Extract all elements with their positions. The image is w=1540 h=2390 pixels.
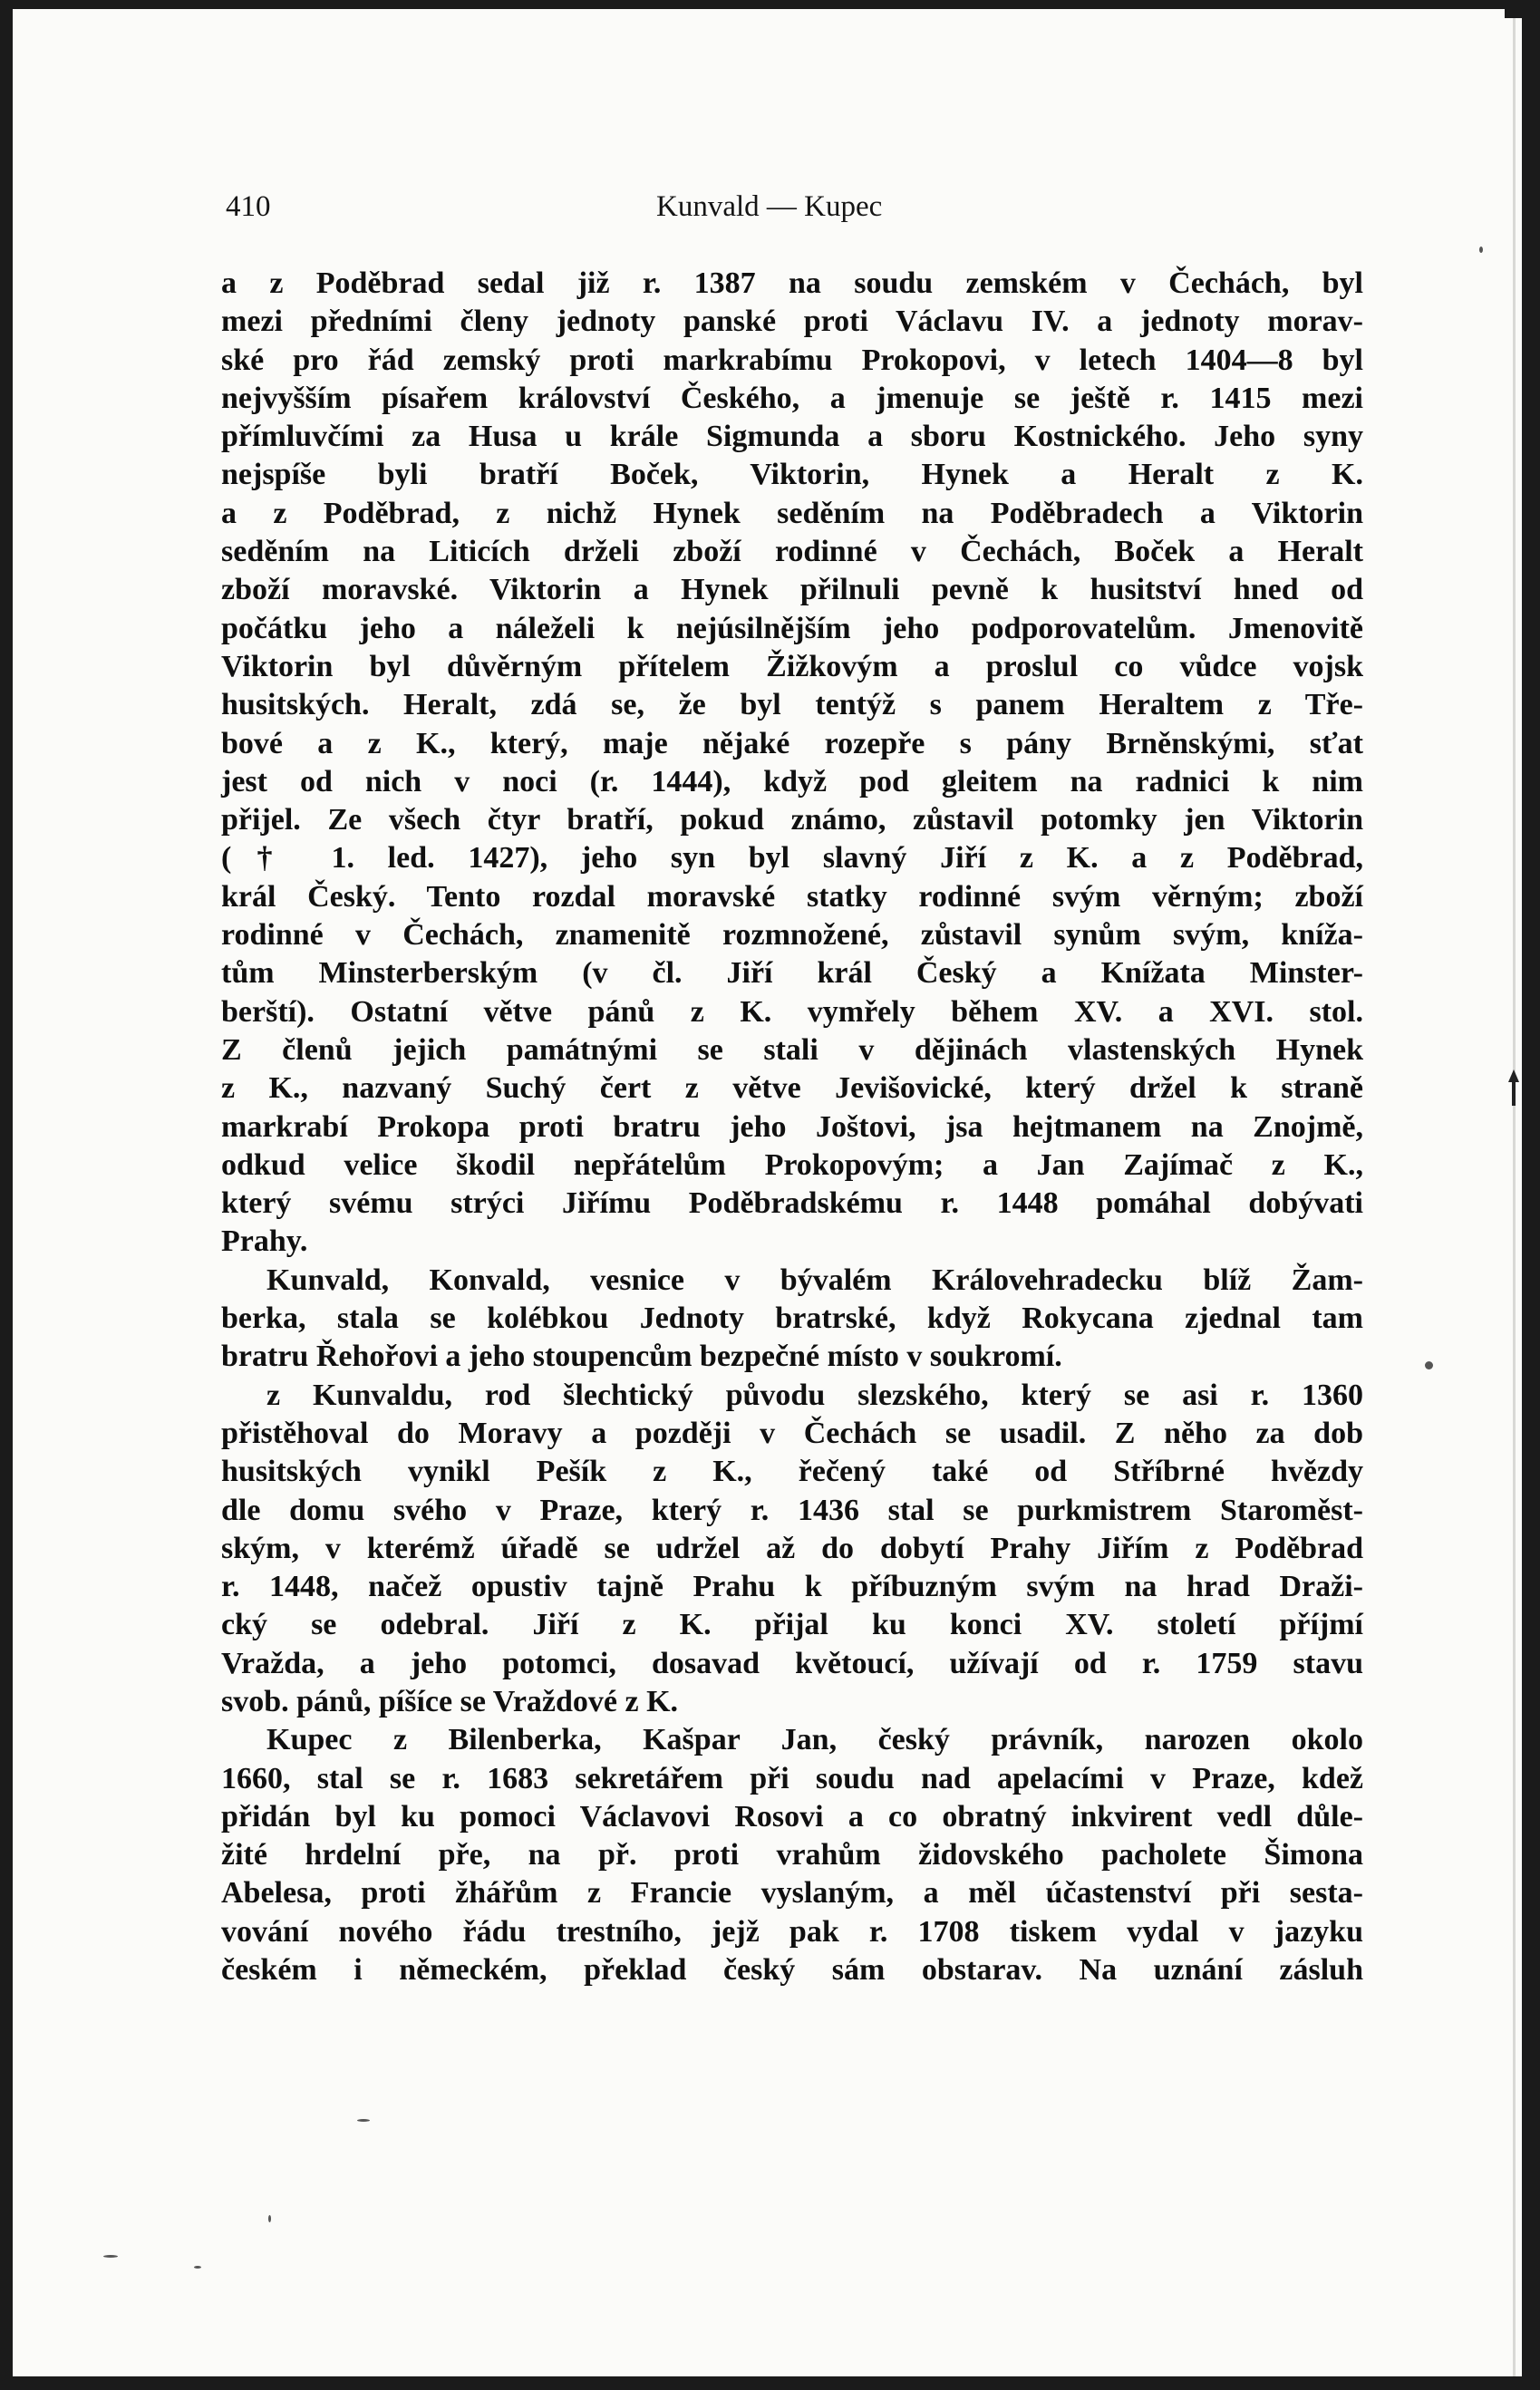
text-line: žité hrdelní pře, na př. proti vrahům židovského pacholete Šimona [221,1838,1363,1872]
text-line: berští). Ostatní větve pánů z K. vymřely během XV. a XVI. stol. [221,994,1363,1029]
margin-arrow-icon [1508,1069,1519,1106]
text-line: jest od nich v noci (r. 1444), když pod gleitem na radnici k nim [221,764,1363,798]
page-header [221,190,946,227]
text-line: Prahy. [221,1224,308,1259]
scan-speck [268,2215,271,2222]
text-line: počátku jeho a náleželi k nejúsilnějším jeho podporovatelům. Jmenovitě [221,611,1363,645]
text-line: seděním na Liticích drželi zboží rodinné v Čechách, Boček a Heralt [221,535,1363,569]
text-line: Z členů jejich památnými se stali v dějinách vlastenských Hynek [221,1032,1363,1067]
text-line: berka, stala se kolébkou Jednoty bratrské, když Rokycana zjednal tam [221,1301,1363,1336]
text-line: markrabí Prokopa proti bratru jeho Joštovi, jsa hejtmanem na Znojmě, [221,1109,1363,1144]
text-line: Viktorin byl důvěrným přítelem Žižkovým a proslul co vůdce vojsk [221,649,1363,683]
text-line: z K., nazvaný Suchý čert z větve Jevišovické, který držel k straně [221,1071,1363,1106]
entry-z-kunvaldu: z Kunvaldu, rod šlechtický původu slezského, který se asi r. 1360 [266,1378,1363,1412]
text-line: tům Minsterberským (v čl. Jiří král Český a Knížata Minster- [221,956,1363,991]
scan-speck [103,2255,118,2258]
text-line: přímluvčími za Husa u krále Sigmunda a sboru Kostnického. Jeho syny [221,420,1363,454]
page [13,9,1522,2376]
text-line: bové a z K., který, maje nějaké rozepře s pány Brněnskými, sťat [221,726,1363,760]
text-line: ské pro řád zemský proti markrabímu Prokopovi, v letech 1404—8 byl [221,343,1363,377]
text-line: a z Poděbrad sedal již r. 1387 na soudu zemském v Čechách, byl [221,266,1363,300]
text-line: odkud velice škodil nepřátelům Prokopovým; a Jan Zajímač z K., [221,1147,1363,1182]
text-line: Abelesa, proti žhářům z Francie vyslaným, a měl účastenství při sesta- [221,1876,1363,1911]
text-line: cký se odebral. Jiří z K. přijal ku konci XV. století příjmí [221,1608,1363,1642]
text-line: a z Poděbrad, z nichž Hynek seděním na Poděbradech a Viktorin [221,496,1363,530]
text-line: husitských vynikl Pešík z K., řečený také od Stříbrné hvězdy [221,1455,1363,1489]
text-line: svob. pánů, píšíce se Vraždové z K. [221,1684,679,1718]
scan-speck [194,2266,201,2269]
text-line: král Český. Tento rozdal moravské statky rodinné svým věrným; zboží [221,879,1363,914]
page-edge-line [1513,9,1516,2376]
text-line: rodinné v Čechách, znamenitě rozmnožené, zůstavil synům svým, kníža- [221,918,1363,953]
text-line: ským, v kterémž úřadě se udržel až do dobytí Prahy Jiřím z Poděbrad [221,1531,1363,1565]
text-line: husitských. Heralt, zdá se, že byl tentýž s panem Heraltem z Tře- [221,688,1363,722]
text-line: zboží moravské. Viktorin a Hynek přilnuli pevně k husitství hned od [221,573,1363,607]
running-title: Kunvald — Kupec [656,190,883,223]
text-line: nejspíše byli bratří Boček, Viktorin, Hynek a Heralt z K. [221,458,1363,492]
text-line: českém i německém, překlad český sám obstarav. Na uznání zásluh [221,1953,1363,1988]
text-line: r. 1448, načež opustiv tajně Prahu k příbuzným svým na hrad Draži- [221,1570,1363,1604]
scan-speck [1479,247,1483,253]
text-line: přidán byl ku pomoci Václavovi Rosovi a co obratný inkvirent vedl důle- [221,1799,1363,1834]
entry-kupec: Kupec z Bilenberka, Kašpar Jan, český právník, narozen okolo [266,1723,1363,1757]
text-line: 1660, stal se r. 1683 sekretářem při soudu nad apelacími v Praze, kdež [221,1761,1363,1795]
text-line: vování nového řádu trestního, jejž pak r. 1708 tiskem vydal v jazyku [221,1914,1363,1949]
scan-speck [357,2119,370,2122]
text-line: přistěhoval do Moravy a později v Čechách se usadil. Z něho za dob [221,1416,1363,1450]
text-line: bratru Řehořovi a jeho stoupencům bezpečné místo v soukromí. [221,1340,1062,1374]
scan-corner [1505,0,1523,18]
text-line: který svému strýci Jiřímu Poděbradskému r. 1448 pomáhal dobývati [221,1186,1363,1221]
scan-speck [1425,1361,1433,1369]
text-line: nejvyšším písařem království Českého, a jmenuje se ještě r. 1415 mezi [221,381,1363,415]
text-line: († 1. led. 1427), jeho syn byl slavný Jiří z K. a z Poděbrad, [221,841,1363,876]
body-text [221,265,1363,1989]
text-line: dle domu svého v Praze, který r. 1436 stal se purkmistrem Staroměst- [221,1493,1363,1527]
text-line: Vražda, a jeho potomci, dosavad květoucí, užívají od r. 1759 stavu [221,1646,1363,1680]
text-line: mezi předními členy jednoty panské proti Václavu IV. a jednoty morav- [221,305,1363,339]
page-number: 410 [226,190,271,223]
entry-kunvald: Kunvald, Konvald, vesnice v bývalém Královehradecku blíž Žam- [266,1263,1363,1297]
text-line: přijel. Ze všech čtyr bratří, pokud známo, zůstavil potomky jen Viktorin [221,803,1363,837]
